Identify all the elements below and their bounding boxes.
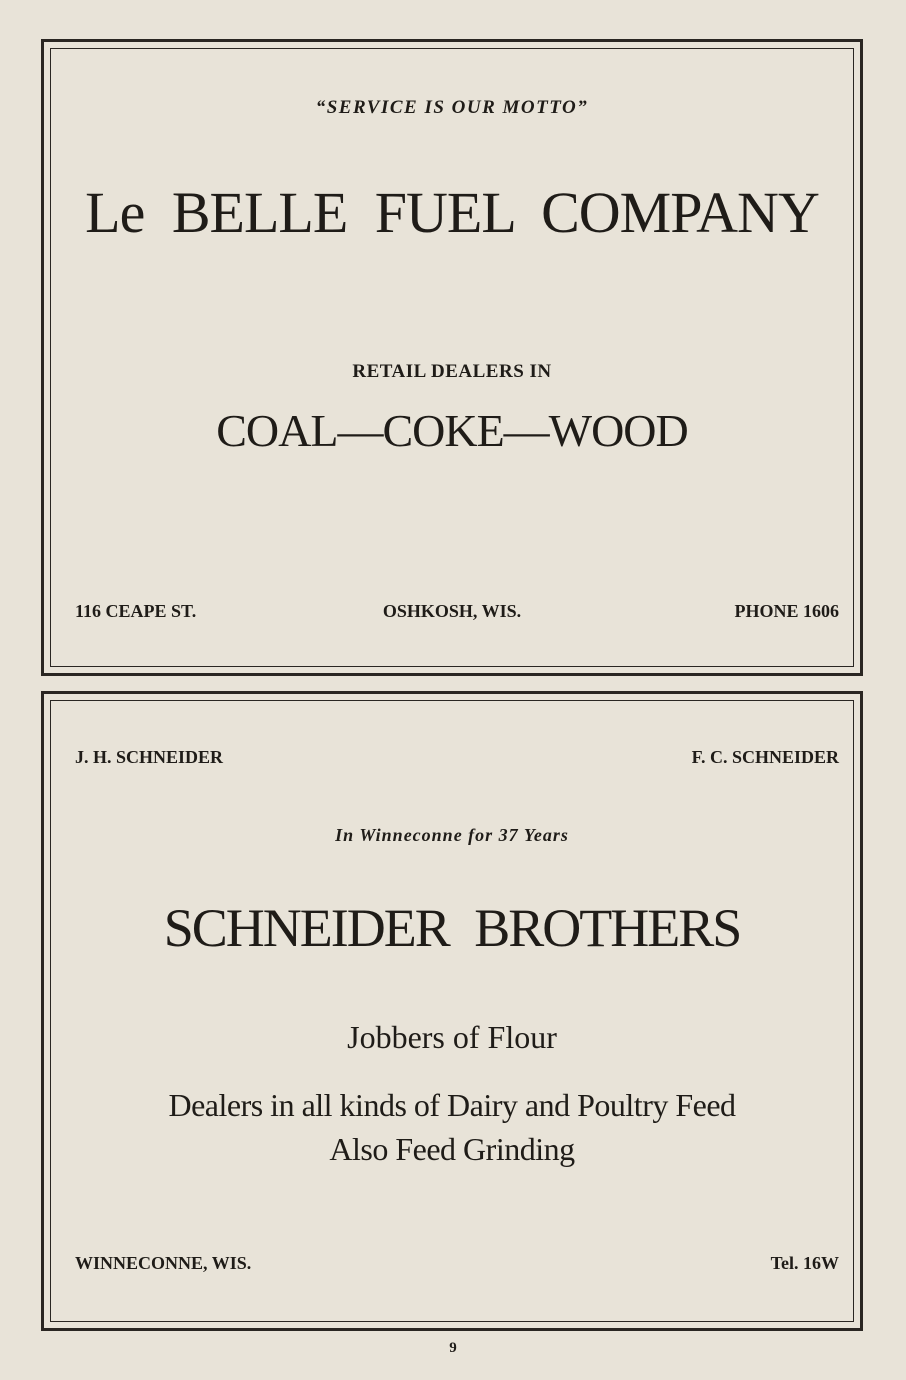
schneider-brothers-advertisement [41,691,863,1331]
street-address: 116 CEAPE ST. [75,601,197,621]
ad-border [50,48,854,667]
company-name: Le BELLE FUEL COMPANY [85,180,819,245]
city: WINNECONNE, WIS. [75,1253,252,1273]
partner-left: J. H. SCHNEIDER [75,747,224,767]
products-line: COAL—COKE—WOOD [216,405,688,456]
ad-border [50,700,854,1322]
phone-number: PHONE 1606 [734,601,839,621]
city: OSHKOSH, WIS. [382,601,522,621]
page-number: 9 [449,1340,457,1356]
telephone: Tel. 16W [770,1253,839,1273]
service-line-2: Dealers in all kinds of Dairy and Poultry Feed [168,1087,736,1123]
firm-name: SCHNEIDER BROTHERS [163,898,741,958]
tagline: In Winneconne for 37 Years [335,825,569,845]
le-belle-fuel-advertisement [41,39,863,676]
retail-label: RETAIL DEALERS IN [352,361,552,382]
service-line-3: Also Feed Grinding [329,1131,575,1167]
partner-right: F. C. SCHNEIDER [691,747,839,767]
service-line-1: Jobbers of Flour [347,1019,557,1055]
motto: “SERVICE IS OUR MOTTO” [315,97,589,118]
